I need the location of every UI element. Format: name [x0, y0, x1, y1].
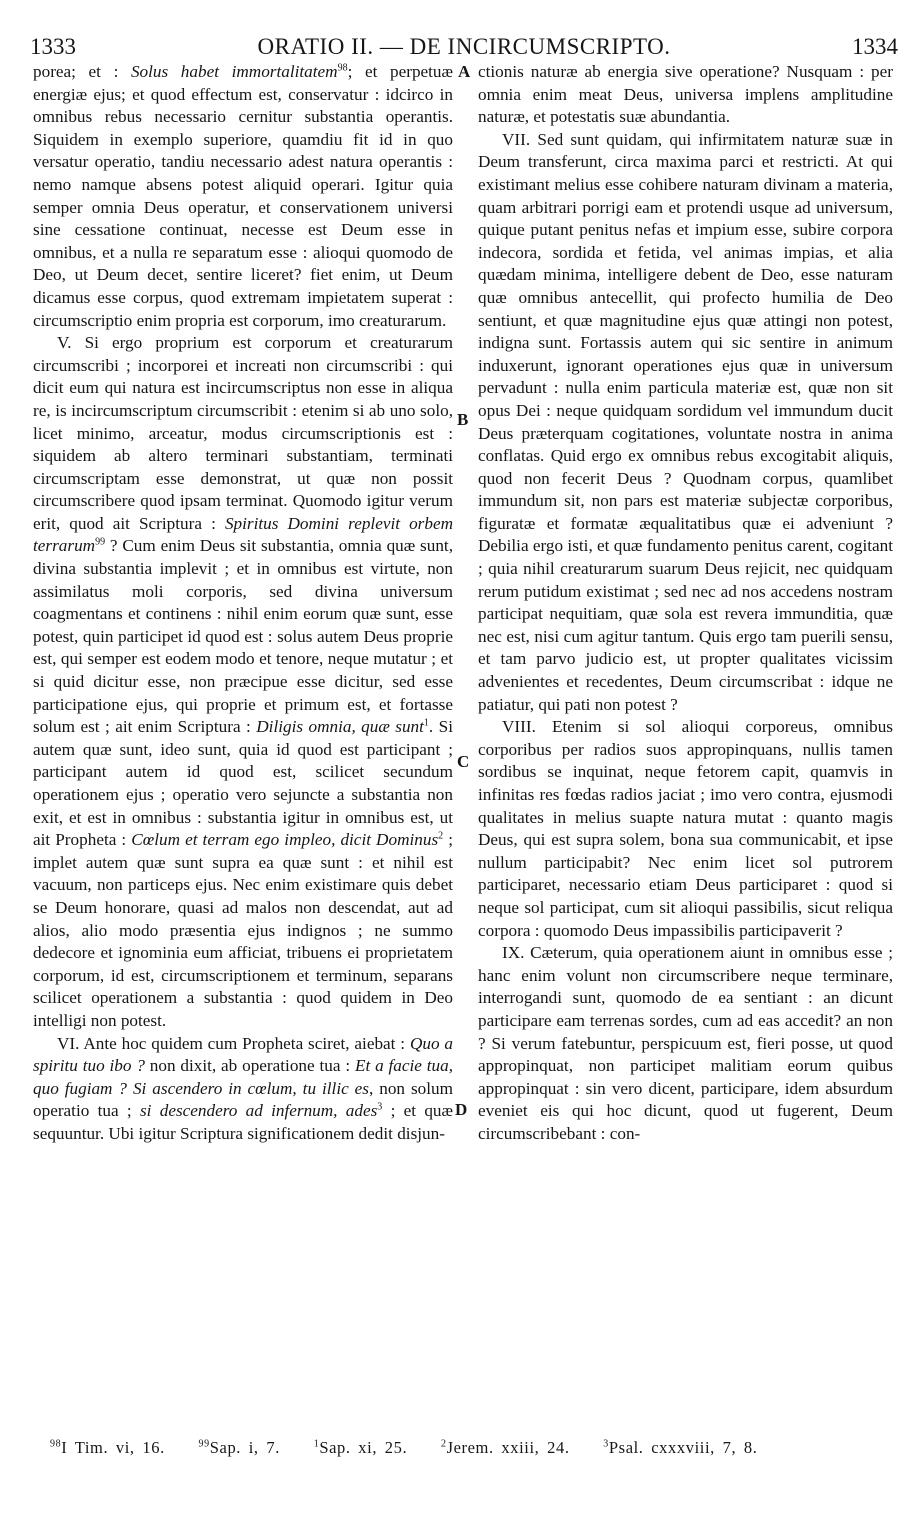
margin-marker-b: B	[457, 410, 469, 429]
footnote-ref: 98	[337, 62, 348, 74]
footnote-number: 1	[313, 1438, 320, 1450]
scripture-quote: Et a facie tua, quo fugiam ? Si ascendero in cœlum, tu illic es	[33, 1056, 454, 1098]
footnote	[50, 1438, 165, 1457]
text-run: non dixit, ab operatione tua :	[144, 1056, 355, 1076]
footnote-ref: 3	[377, 1101, 383, 1113]
paragraph: VIII. Etenim si sol alioqui corporeus, omnibus corporibus per radios suos appropinquans, nullis tamen sordibus se inquinat, neque fetorem capit, quamvis in infinitas res fœdas radios jaciat ; imo vero contra, ejusmodi qualitates in melius suapte natura mutat : quanto magis Deus, qui est supra solem, bona sua communicabit, et ipse nullum participabit? Nec enim licet sol putrorem participaret, necessario etiam Deus participaret : quod si neque sol participat, cum sit alioqui passibilis, sicut reliqua corpora : quomodo Deus impassibilis participaverit ?	[478, 717, 893, 940]
text-run: VI. Ante hoc quidem cum Propheta sciret, aiebat :	[57, 1033, 410, 1053]
footnote	[441, 1438, 570, 1457]
footnote	[314, 1438, 408, 1457]
scripture-quote: Spiritus Domini replevit orbem terrarum	[33, 513, 453, 556]
footnote-text: Sap. xi, 25.	[319, 1438, 408, 1457]
scripture-quote: Cœlum et terram ego impleo, dicit Dominus	[131, 830, 439, 850]
text-run: ; et perpetuæ energiæ ejus; et quod effectum est, conservatur : idcirco in omnibus rebus necessario cernitur substantia operantis. Siquidem in exemplo superiore, quamdiu fit id in quo versatur operatio, tandiu necessario adest natura operantis : nemo namque absens potest aliquid operari. Igitur quia semper omnia Deus operatur, et conservationem universi sine cessatione continuat, necesse est Deum esse in omnibus, et a nulla re separatum esse : alioqui quomodo de Deo, ut Deum decet, sentire liceret? fiet enim, ut Deum dicamus esse corpus, quod extremam impietatem superat : circumscriptio enim propria est corporum, imo creaturarum.	[33, 62, 453, 330]
text-run: , non solum operatio tua ;	[33, 1078, 453, 1121]
footnote-number: 98	[50, 1438, 62, 1450]
paragraph	[33, 1033, 453, 1146]
text-run: V. Si ergo proprium est corporum et creaturarum circumscribi ; incorporei et increati non circumscribi : qui dicit eum qui natura est incircumscriptus non esse in aliqua re, is incircumscriptum circumscribit : etenim si ab uno solo, licet minimo, arceatur, modus circumscriptionis est : siquidem ab altero terminari substantiam, terminati circumscriptam esse demonstrat, ut quæ non possit circumscribere quod ipsam terminat. Quomodo igitur verum erit, quod ait Scriptura :	[33, 333, 453, 533]
footnote-text: I Tim. vi, 16.	[61, 1438, 165, 1457]
footnote-number: 2	[440, 1438, 447, 1450]
right-column	[478, 61, 893, 1146]
text-run: ? Cum enim Deus sit substantia, omnia quæ sunt, divina substantia implevit ; et in omnibus est virtute, non assimilatus moli corporis, sed divina universum coagmentans et continens : nihil enim eorum quæ sunt, esse potest, quin participet id quod est : solus autem Deus proprie est, qui semper est eodem modo et tenore, neque mutatur ; et si quid dicitur esse, non præcipue esse dicitur, sed esse participatione ejus, qui proprie et primum est, et fortasse solum est ; ait enim Scriptura :	[33, 536, 453, 737]
footnote-text: Sap. i, 7.	[209, 1438, 280, 1457]
footnote-ref: 2	[438, 830, 444, 842]
footnote-number: 99	[198, 1438, 210, 1450]
left-column	[33, 61, 453, 1146]
running-title: ORATIO II. — DE INCIRCUMSCRIPTO.	[257, 34, 671, 59]
scripture-quote: Diligis omnia, quæ sunt	[256, 717, 424, 737]
text-run: porea; et :	[33, 62, 131, 81]
footnotes	[50, 1438, 910, 1458]
scripture-quote: Solus habet immortalitatem	[130, 62, 338, 81]
paragraph	[33, 332, 453, 1032]
page-number-right: 1334	[852, 34, 898, 59]
scripture-quote: si descendero ad infernum, ades	[139, 1101, 378, 1121]
margin-marker-c: C	[457, 752, 470, 771]
page-header	[30, 30, 898, 64]
footnote	[199, 1438, 280, 1457]
page-number-left: 1333	[30, 34, 76, 59]
footnote	[603, 1438, 757, 1457]
margin-marker-a: A	[458, 62, 471, 81]
paragraph: ctionis naturæ ab energia sive operatione? Nusquam : per omnia enim meat Deus, universa implens amplitudine naturæ, et potestatis suæ abundantia.	[478, 62, 893, 127]
footnote-ref: 1	[423, 717, 429, 729]
text-run: . Si autem quæ sunt, ideo sunt, quia id quod est participant ; participant autem id quod est, scilicet secundum operationem ejus ; operatio vero sejuncte a substantia non exit, et est in omnibus : substantia igitur in omnibus est, ut ait Propheta :	[33, 717, 453, 850]
paragraph: VII. Sed sunt quidam, qui infirmitatem naturæ suæ in Deum transferunt, circa maxima parci et restricti. At qui existimant melius esse cohibere naturam divinam a materia, quam arbitrari porrigi eam et protendi usque ad universum, quique putant penitus nefas et impium esse, subire corpora indecora, sordida et fetida, vel animas impias, et alia quædam minima, intelligere debent de Deo, esse naturam quæ omnibus antecellit, qui profecto humilia de Deo sentiunt, et quæ magnitudine ejus quæ attingi non potest, indigna sunt. Fortassis autem qui sic sentire in animum induxerunt, ignorant operationes ejus quæ in universum pervadunt : nulla enim particula materiæ est, quæ non sit opus Dei : neque quidquam sordidum vel immundum ducit Deus præterquam cogitationes, voluntate nostra in anima conflatas. Quid ergo ex omnibus rebus excogitabit aliquis, quod non fecerit Deus ? Quodnam corpus, quamlibet immundum sit, non pars est materiæ subjectæ corporibus, figuratæ et formatæ æqualitatibus quæ ei adveniunt ? Debilia ergo isti, et quæ fundamento penitus carent, cogitant ; quia nihil creaturarum suarum Deus rejicit, nec quidquam rerum putidum existimat ; sed nec ad nos accedens nostram participat nequitiam, quæ sola est revera immunditia, quæ nec est, nisi cum agitur tantum. Quis ergo tam puerili sensu, et tam parvo judicio est, ut propter qualitates vicissim advenientes et recedentes, Deum circumscribat : idque ne patiatur, qui pati non potest ?	[478, 129, 893, 714]
paragraph: IX. Cæterum, quia operationem aiunt in omnibus esse ; hanc enim volunt non circumscribere neque terminare, interrogandi sunt, quomodo de ea sentiant : an dicunt participare eam terrenas sordes, cum ad eas accedit? an non ? Si verum fatebuntur, perspicuum est, fieri posse, ut quod appropinquat, non participet malitiam eorum quibus appropinquat : sin vero dicent, participare, idem absurdum eveniet eis qui hoc dicunt, quod ut fugerent, Deum circumscribebant : con-	[478, 943, 893, 1143]
scripture-quote: Quo a spiritu tuo ibo ?	[33, 1033, 453, 1076]
footnote-text: Psal. cxxxviii, 7, 8.	[608, 1438, 758, 1457]
footnote-text: Jerem. xxiii, 24.	[446, 1438, 570, 1457]
footnote-ref: 99	[95, 536, 106, 548]
paragraph	[33, 61, 453, 332]
footnote-number: 3	[603, 1438, 609, 1450]
text-run: ; implet autem quæ sunt supra ea quæ sunt : et nihil est vacuum, non particeps ejus. Nec enim existimare quis debet se Deum honorare, quasi ad malos non descendat, aut ad alios, alio modo præsentia ejus indignos ; ne summo dedecore et ignominia eum afficiat, tribuens ei proprietatem corporum, id est, circumscriptionem et terminum, separans scilicet operationem a substantia : quod quidem in Deo intelligi non potest.	[33, 830, 453, 1030]
margin-marker-d: D	[455, 1100, 468, 1119]
text-run: ; et quæ sequuntur. Ubi igitur Scriptura significationem dedit disjun-	[33, 1101, 453, 1143]
